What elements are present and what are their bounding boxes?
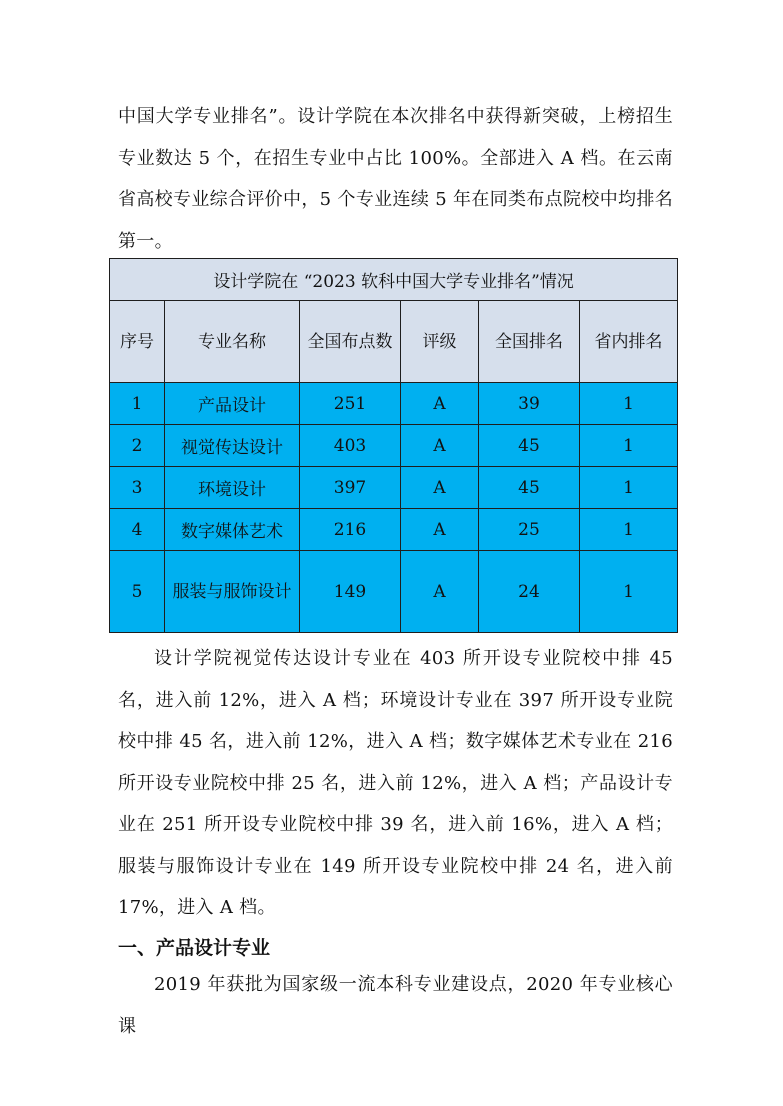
cell-national-rank: 25 (479, 509, 580, 551)
cell-major: 数字媒体艺术 (165, 509, 300, 551)
cell-major: 环境设计 (165, 467, 300, 509)
cell-major: 产品设计 (165, 383, 300, 425)
header-grade: 评级 (401, 301, 479, 383)
intro-paragraph: 中国大学专业排名”。设计学院在本次排名中获得新突破，上榜招生专业数达 5 个，在招生专业中占比 100%。全部进入 A 档。在云南省高校专业综合评价中，5 个专业连续 5 年在同类布点院校中均排名第一。 (118, 106, 673, 252)
cell-national-rank: 24 (479, 551, 580, 633)
table-header-row (110, 301, 678, 383)
section-heading: 一、产品设计专业 (118, 937, 271, 959)
header-index: 序号 (110, 301, 165, 383)
header-major: 专业名称 (165, 301, 300, 383)
cell-national-count: 251 (300, 383, 401, 425)
table-row (110, 383, 678, 425)
table-row (110, 425, 678, 467)
cell-province-rank: 1 (580, 551, 678, 633)
table-row (110, 509, 678, 551)
table-row (110, 467, 678, 509)
section-paragraph: 2019 年获批为国家级一流本科专业建设点，2020 年专业核心课 (118, 974, 673, 1037)
cell-grade: A (401, 551, 479, 633)
cell-national-count: 149 (300, 551, 401, 633)
cell-national-count: 216 (300, 509, 401, 551)
cell-national-rank: 45 (479, 467, 580, 509)
cell-index: 3 (110, 467, 165, 509)
table-title: 设计学院在 “2023 软科中国大学专业排名”情况 (110, 259, 678, 301)
cell-national-rank: 45 (479, 425, 580, 467)
cell-grade: A (401, 467, 479, 509)
cell-index: 5 (110, 551, 165, 633)
cell-grade: A (401, 383, 479, 425)
ranking-table (109, 258, 678, 633)
cell-national-rank: 39 (479, 383, 580, 425)
table-row (110, 551, 678, 633)
cell-province-rank: 1 (580, 425, 678, 467)
cell-province-rank: 1 (580, 383, 678, 425)
cell-index: 1 (110, 383, 165, 425)
cell-index: 4 (110, 509, 165, 551)
cell-grade: A (401, 509, 479, 551)
cell-national-count: 397 (300, 467, 401, 509)
header-province-rank: 省内排名 (580, 301, 678, 383)
cell-national-count: 403 (300, 425, 401, 467)
cell-province-rank: 1 (580, 509, 678, 551)
header-national-count: 全国布点数 (300, 301, 401, 383)
summary-paragraph: 设计学院视觉传达设计专业在 403 所开设专业院校中排 45 名，进入前 12%，进入 A 档；环境设计专业在 397 所开设专业院校中排 45 名，进入前 12%，进入 A 档；数字媒体艺术专业在 216 所开设专业院校中排 25 名，进入前 12%，进入 A 档；产品设计专业在 251 所开设专业院校中排 39 名，进入前 16%，进入 A 档；服装与服饰设计专业在 149 所开设专业院校中排 24 名，进入前 17%，进入 A 档。 (118, 648, 674, 918)
header-national-rank: 全国排名 (479, 301, 580, 383)
cell-index: 2 (110, 425, 165, 467)
table-title-row (110, 259, 678, 301)
cell-province-rank: 1 (580, 467, 678, 509)
cell-grade: A (401, 425, 479, 467)
cell-major: 视觉传达设计 (165, 425, 300, 467)
cell-major: 服装与服饰设计 (165, 551, 300, 633)
